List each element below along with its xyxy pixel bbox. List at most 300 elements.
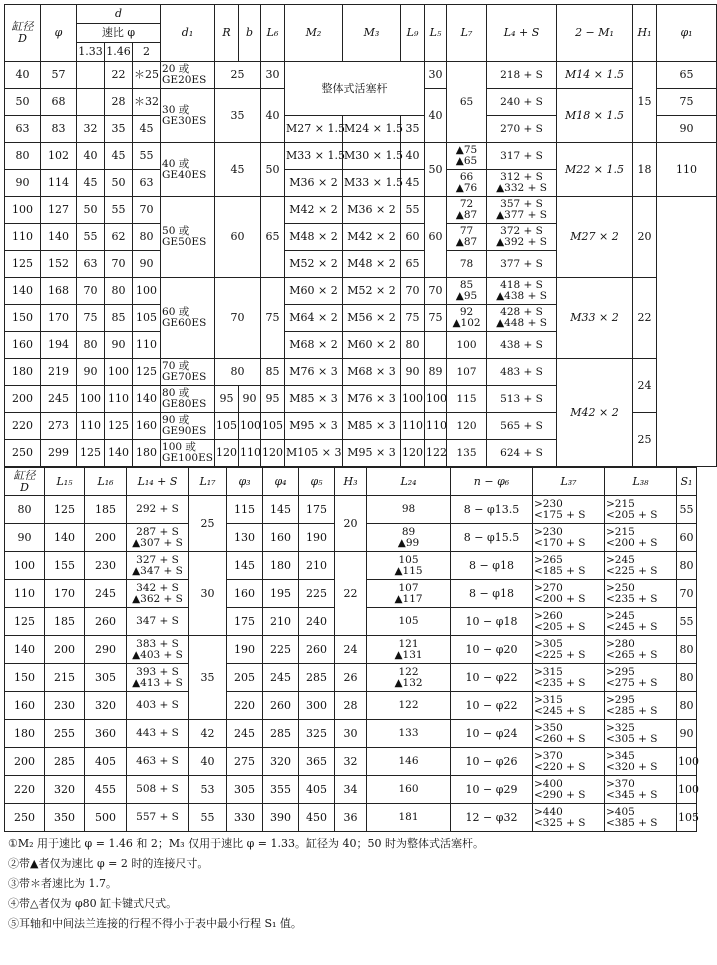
l17-cell: 35 [189, 636, 227, 720]
bore-cell: 150 [5, 664, 45, 692]
d-146-cell: 125 [105, 413, 133, 440]
d-2-cell: 125 [133, 359, 161, 386]
l24-cell: 89 ▲99 [367, 524, 451, 552]
h3-cell: 22 [335, 552, 367, 636]
l5-cell: 122 [425, 440, 447, 467]
m3-cell: M85 × 3 [343, 413, 401, 440]
d-2-cell: 100 [133, 278, 161, 305]
m2-cell: M48 × 2 [285, 224, 343, 251]
bore-cell: 90 [5, 524, 45, 552]
l5-cell: 50 [425, 143, 447, 197]
l16-cell: 230 [85, 552, 127, 580]
l17-cell: 30 [189, 552, 227, 636]
d-133-cell: 100 [77, 386, 105, 413]
d-146-cell: 28 [105, 89, 133, 116]
l9-cell: 55 [401, 197, 425, 224]
phi5-cell: 190 [299, 524, 335, 552]
phi4-cell: 180 [263, 552, 299, 580]
header-col: n − φ₆ [451, 468, 533, 496]
phi5-cell: 175 [299, 496, 335, 524]
l9-cell: 65 [401, 251, 425, 278]
phi4-cell: 320 [263, 748, 299, 776]
phi-cell: 245 [41, 386, 77, 413]
l24-cell: 122 ▲132 [367, 664, 451, 692]
m1-cell: M33 × 2 [557, 278, 633, 359]
l14s-cell: 557 + S [127, 804, 189, 832]
l24-cell: 107 ▲117 [367, 580, 451, 608]
phi-cell: 219 [41, 359, 77, 386]
phi5-cell: 225 [299, 580, 335, 608]
l5-cell: 110 [425, 413, 447, 440]
l9-cell: 45 [401, 170, 425, 197]
m2-cell: M52 × 2 [285, 251, 343, 278]
phi-cell: 168 [41, 278, 77, 305]
l38-cell: >370 <345 + S [605, 776, 677, 804]
bore-cell: 110 [5, 224, 41, 251]
footnote: ③带＊者速比为 1.7。 [8, 877, 117, 890]
l7-cell: 120 [447, 413, 487, 440]
l37-cell: >230 <175 + S [533, 496, 605, 524]
d-2-cell: 80 [133, 224, 161, 251]
l37-cell: >315 <245 + S [533, 692, 605, 720]
l16-cell: 185 [85, 496, 127, 524]
m2-cell: M85 × 3 [285, 386, 343, 413]
l38-cell: >245 <245 + S [605, 608, 677, 636]
l4s-cell: 270 + S [487, 116, 557, 143]
d-146-cell: 50 [105, 170, 133, 197]
phi3-cell: 115 [227, 496, 263, 524]
l7-cell: ▲75 ▲65 [447, 143, 487, 170]
d-133-cell: 32 [77, 116, 105, 143]
bore-cell: 100 [5, 197, 41, 224]
bore-cell: 80 [5, 143, 41, 170]
m2-cell: M105 × 3 [285, 440, 343, 467]
l4s-cell: 428 + S ▲448 + S [487, 305, 557, 332]
l16-cell: 455 [85, 776, 127, 804]
d-2-cell: 55 [133, 143, 161, 170]
phi4-cell: 285 [263, 720, 299, 748]
phi4-cell: 355 [263, 776, 299, 804]
d-133-cell: 45 [77, 170, 105, 197]
header-col: d₁ [161, 5, 215, 62]
l24-cell: 181 [367, 804, 451, 832]
l14s-cell: 508 + S [127, 776, 189, 804]
bore-cell: 90 [5, 170, 41, 197]
phi-cell: 68 [41, 89, 77, 116]
h1-cell: 15 [633, 62, 657, 143]
d1-cell: 60 或 GE60ES [161, 278, 215, 359]
d-133-cell: 125 [77, 440, 105, 467]
l14s-cell: 347 + S [127, 608, 189, 636]
footnote: ①M₂ 用于速比 φ = 1.46 和 2；M₃ 仅用于速比 φ = 1.33。缸径为 40；50 时为整体式活塞杆。 [8, 837, 484, 850]
l7-cell: 92 ▲102 [447, 305, 487, 332]
l15-cell: 155 [45, 552, 85, 580]
m3-cell: M60 × 2 [343, 332, 401, 359]
d-133-cell: 63 [77, 251, 105, 278]
bore-cell: 63 [5, 116, 41, 143]
phi4-cell: 195 [263, 580, 299, 608]
l14s-cell: 463 + S [127, 748, 189, 776]
m1-cell: M18 × 1.5 [557, 89, 633, 143]
d-146-cell: 70 [105, 251, 133, 278]
l24-cell: 98 [367, 496, 451, 524]
s1-cell: 60 [677, 524, 697, 552]
phi-cell: 140 [41, 224, 77, 251]
l15-cell: 125 [45, 496, 85, 524]
phi1-cell: 75 [657, 89, 717, 116]
m3-cell: M24 × 1.5 [343, 116, 401, 143]
m2-cell: M33 × 1.5 [285, 143, 343, 170]
d-2-cell: 70 [133, 197, 161, 224]
bore-cell: 250 [5, 804, 45, 832]
bore-cell: 200 [5, 748, 45, 776]
m3-cell: M76 × 3 [343, 386, 401, 413]
h1-cell: 18 [633, 143, 657, 197]
l16-cell: 290 [85, 636, 127, 664]
s1-cell: 55 [677, 608, 697, 636]
header-col: L₉ [401, 5, 425, 62]
m3-cell: M95 × 3 [343, 440, 401, 467]
holes-cell: 8 − φ18 [451, 552, 533, 580]
bore-cell: 140 [5, 278, 41, 305]
l17-cell: 40 [189, 748, 227, 776]
d1-cell: 50 或 GE50ES [161, 197, 215, 278]
l37-cell: >370 <220 + S [533, 748, 605, 776]
h1-cell: 20 [633, 197, 657, 278]
dimension-table-lower [4, 467, 697, 832]
header-col: L₆ [261, 5, 285, 62]
d-133-cell: 70 [77, 278, 105, 305]
header-col: φ₄ [263, 468, 299, 496]
l6-cell: 65 [261, 197, 285, 278]
phi5-cell: 450 [299, 804, 335, 832]
phi-cell: 299 [41, 440, 77, 467]
footnote: ②带▲者仅为速比 φ = 2 时的连接尺寸。 [8, 857, 209, 870]
l38-cell: >245 <225 + S [605, 552, 677, 580]
header-col: φ₅ [299, 468, 335, 496]
holes-cell: 10 − φ18 [451, 608, 533, 636]
d1-cell: 90 或 GE90ES [161, 413, 215, 440]
l4s-cell: 483 + S [487, 359, 557, 386]
header-ratio-value: 1.46 [105, 43, 133, 62]
l5-cell [425, 332, 447, 359]
l38-cell: >215 <205 + S [605, 496, 677, 524]
l9-cell: 70 [401, 278, 425, 305]
l14s-cell: 342 + S ▲362 + S [127, 580, 189, 608]
phi3-cell: 160 [227, 580, 263, 608]
phi5-cell: 240 [299, 608, 335, 636]
header-col: R [215, 5, 239, 62]
l7-cell: 72 ▲87 [447, 197, 487, 224]
l24-cell: 133 [367, 720, 451, 748]
m1-cell: M14 × 1.5 [557, 62, 633, 89]
m2-cell: M27 × 1.5 [285, 116, 343, 143]
bore-cell: 250 [5, 440, 41, 467]
h3-cell: 36 [335, 804, 367, 832]
h3-cell: 34 [335, 776, 367, 804]
d1-cell: 40 或 GE40ES [161, 143, 215, 197]
d-133-cell: 110 [77, 413, 105, 440]
d-2-cell: ＊25 [133, 62, 161, 89]
phi5-cell: 210 [299, 552, 335, 580]
d-146-cell: 55 [105, 197, 133, 224]
header-ratio-value: 2 [133, 43, 161, 62]
bore-cell: 50 [5, 89, 41, 116]
l4s-cell: 513 + S [487, 386, 557, 413]
holes-cell: 10 − φ24 [451, 720, 533, 748]
h3-cell: 24 [335, 636, 367, 664]
header-col: L₁₄ + S [127, 468, 189, 496]
phi3-cell: 175 [227, 608, 263, 636]
l6-cell: 95 [261, 386, 285, 413]
l7-cell: 77 ▲87 [447, 224, 487, 251]
l9-cell: 35 [401, 116, 425, 143]
phi5-cell: 285 [299, 664, 335, 692]
l38-cell: >250 <235 + S [605, 580, 677, 608]
header-col: L₃₇ [533, 468, 605, 496]
l37-cell: >230 <170 + S [533, 524, 605, 552]
header-col: L₁₇ [189, 468, 227, 496]
phi3-cell: 130 [227, 524, 263, 552]
h3-cell: 30 [335, 720, 367, 748]
d-2-cell: 160 [133, 413, 161, 440]
m3-cell: M56 × 2 [343, 305, 401, 332]
l4s-cell: 240 + S [487, 89, 557, 116]
header-col: M₃ [343, 5, 401, 62]
s1-cell: 80 [677, 552, 697, 580]
phi5-cell: 300 [299, 692, 335, 720]
l4s-cell: 218 + S [487, 62, 557, 89]
holes-cell: 10 − φ29 [451, 776, 533, 804]
d-133-cell: 90 [77, 359, 105, 386]
l6-cell: 75 [261, 278, 285, 359]
l16-cell: 360 [85, 720, 127, 748]
d-146-cell: 45 [105, 143, 133, 170]
l7-cell: 135 [447, 440, 487, 467]
d-133-cell [77, 62, 105, 89]
l9-cell: 110 [401, 413, 425, 440]
phi5-cell: 365 [299, 748, 335, 776]
phi1-cell: 110 [657, 143, 717, 197]
phi3-cell: 305 [227, 776, 263, 804]
bore-cell: 40 [5, 62, 41, 89]
l37-cell: >270 <200 + S [533, 580, 605, 608]
holes-cell: 10 − φ20 [451, 636, 533, 664]
header-col: 2 − M₁ [557, 5, 633, 62]
phi3-cell: 190 [227, 636, 263, 664]
l5-cell: 100 [425, 386, 447, 413]
phi-cell: 57 [41, 62, 77, 89]
l37-cell: >260 <205 + S [533, 608, 605, 636]
l14s-cell: 287 + S ▲307 + S [127, 524, 189, 552]
footnote: ④带△者仅为 φ80 缸卡键式尺式。 [8, 897, 178, 910]
m2-cell: M68 × 2 [285, 332, 343, 359]
l9-cell: 60 [401, 224, 425, 251]
l14s-cell: 383 + S ▲403 + S [127, 636, 189, 664]
s1-cell: 100 [677, 776, 697, 804]
holes-cell: 8 − φ15.5 [451, 524, 533, 552]
l24-cell: 146 [367, 748, 451, 776]
m3-cell: M42 × 2 [343, 224, 401, 251]
d-146-cell: 62 [105, 224, 133, 251]
l7-cell: 107 [447, 359, 487, 386]
footnote: ⑤耳轴和中间法兰连接的行程不得小于表中最小行程 S₁ 值。 [8, 917, 302, 930]
l38-cell: >215 <200 + S [605, 524, 677, 552]
d-133-cell: 55 [77, 224, 105, 251]
l5-cell: 40 [425, 89, 447, 143]
holes-cell: 8 − φ18 [451, 580, 533, 608]
l15-cell: 215 [45, 664, 85, 692]
l4s-cell: 418 + S ▲438 + S [487, 278, 557, 305]
l16-cell: 405 [85, 748, 127, 776]
s1-cell: 80 [677, 636, 697, 664]
l4s-cell: 377 + S [487, 251, 557, 278]
phi-cell: 273 [41, 413, 77, 440]
header-col: S₁ [677, 468, 697, 496]
bore-cell: 125 [5, 251, 41, 278]
s1-cell: 100 [677, 748, 697, 776]
d1-cell: 20 或 GE20ES [161, 62, 215, 89]
d-2-cell: ＊32 [133, 89, 161, 116]
s1-cell: 70 [677, 580, 697, 608]
l37-cell: >305 <225 + S [533, 636, 605, 664]
l37-cell: >400 <290 + S [533, 776, 605, 804]
header-col: L₂₄ [367, 468, 451, 496]
h3-cell: 26 [335, 664, 367, 692]
l38-cell: >295 <275 + S [605, 664, 677, 692]
l17-cell: 25 [189, 496, 227, 552]
document-page [4, 4, 699, 934]
d-146-cell: 35 [105, 116, 133, 143]
l38-cell: >325 <305 + S [605, 720, 677, 748]
s1-cell: 80 [677, 664, 697, 692]
r-cell: 95 [215, 386, 239, 413]
l4s-cell: 624 + S [487, 440, 557, 467]
l6-cell: 30 [261, 62, 285, 89]
r-cell: 60 [215, 197, 261, 278]
l14s-cell: 443 + S [127, 720, 189, 748]
bore-cell: 140 [5, 636, 45, 664]
l17-cell: 42 [189, 720, 227, 748]
d-2-cell: 105 [133, 305, 161, 332]
header-d: d [77, 5, 161, 24]
phi3-cell: 220 [227, 692, 263, 720]
l4s-cell: 312 + S ▲332 + S [487, 170, 557, 197]
l24-cell: 160 [367, 776, 451, 804]
m2-cell: M60 × 2 [285, 278, 343, 305]
l14s-cell: 393 + S ▲413 + S [127, 664, 189, 692]
d-146-cell: 140 [105, 440, 133, 467]
l15-cell: 350 [45, 804, 85, 832]
bore-cell: 100 [5, 552, 45, 580]
d-133-cell [77, 89, 105, 116]
d-146-cell: 22 [105, 62, 133, 89]
b-cell: 90 [239, 386, 261, 413]
h3-cell: 32 [335, 748, 367, 776]
d1-cell: 30 或 GE30ES [161, 89, 215, 143]
r-cell: 70 [215, 278, 261, 359]
phi4-cell: 145 [263, 496, 299, 524]
phi4-cell: 210 [263, 608, 299, 636]
l7-cell: 66 ▲76 [447, 170, 487, 197]
bore-cell: 200 [5, 386, 41, 413]
dimension-table-upper [4, 4, 717, 467]
phi1-cell: 65 [657, 62, 717, 89]
phi3-cell: 145 [227, 552, 263, 580]
m1-cell: M42 × 2 [557, 359, 633, 467]
phi4-cell: 225 [263, 636, 299, 664]
l5-cell: 70 [425, 278, 447, 305]
s1-cell: 55 [677, 496, 697, 524]
header-col: H₁ [633, 5, 657, 62]
phi3-cell: 330 [227, 804, 263, 832]
d-2-cell: 140 [133, 386, 161, 413]
l14s-cell: 327 + S ▲347 + S [127, 552, 189, 580]
l5-cell: 60 [425, 197, 447, 278]
header-col: H₃ [335, 468, 367, 496]
d-2-cell: 45 [133, 116, 161, 143]
bore-cell: 125 [5, 608, 45, 636]
h3-cell: 20 [335, 496, 367, 552]
l9-cell: 40 [401, 143, 425, 170]
l24-cell: 122 [367, 692, 451, 720]
l6-cell: 40 [261, 89, 285, 143]
m3-cell: M68 × 3 [343, 359, 401, 386]
l37-cell: >315 <235 + S [533, 664, 605, 692]
phi4-cell: 160 [263, 524, 299, 552]
d-133-cell: 80 [77, 332, 105, 359]
l4s-cell: 372 + S ▲392 + S [487, 224, 557, 251]
header-phi: φ [41, 5, 77, 62]
l38-cell: >280 <265 + S [605, 636, 677, 664]
l24-cell: 121 ▲131 [367, 636, 451, 664]
bore-cell: 110 [5, 580, 45, 608]
l37-cell: >350 <260 + S [533, 720, 605, 748]
l16-cell: 305 [85, 664, 127, 692]
r-cell: 35 [215, 89, 261, 143]
l37-cell: >265 <185 + S [533, 552, 605, 580]
m2-cell: M36 × 2 [285, 170, 343, 197]
m3-cell: M33 × 1.5 [343, 170, 401, 197]
l9-cell: 90 [401, 359, 425, 386]
l9-cell: 120 [401, 440, 425, 467]
header-speed-ratio: 速比 φ [77, 24, 161, 43]
l15-cell: 320 [45, 776, 85, 804]
l16-cell: 500 [85, 804, 127, 832]
m3-cell: M30 × 1.5 [343, 143, 401, 170]
phi4-cell: 245 [263, 664, 299, 692]
l37-cell: >440 <325 + S [533, 804, 605, 832]
header-col: 缸径 D [5, 468, 45, 496]
l38-cell: >295 <285 + S [605, 692, 677, 720]
phi3-cell: 245 [227, 720, 263, 748]
m1-cell: M22 × 1.5 [557, 143, 633, 197]
bore-cell: 180 [5, 720, 45, 748]
integral-rod-cell: 整体式活塞杆 [285, 62, 425, 116]
header-col: L₃₈ [605, 468, 677, 496]
d-146-cell: 90 [105, 332, 133, 359]
header-col: φ₃ [227, 468, 263, 496]
phi-cell: 194 [41, 332, 77, 359]
header-col: L₇ [447, 5, 487, 62]
d-2-cell: 180 [133, 440, 161, 467]
l16-cell: 320 [85, 692, 127, 720]
l9-cell: 75 [401, 305, 425, 332]
m3-cell: M36 × 2 [343, 197, 401, 224]
l9-cell: 100 [401, 386, 425, 413]
phi3-cell: 275 [227, 748, 263, 776]
header-col: L₁₆ [85, 468, 127, 496]
